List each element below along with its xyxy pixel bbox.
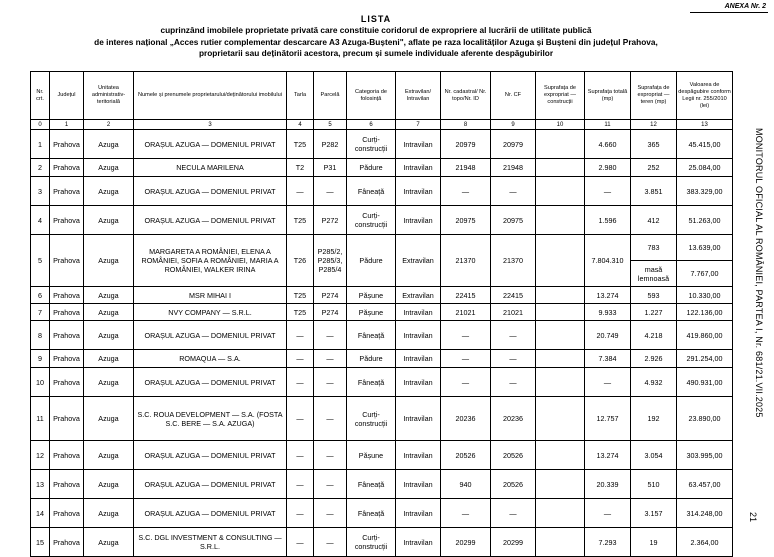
cell-parcela: P274	[314, 304, 347, 321]
cell-teren: 412	[631, 206, 677, 235]
column-header: Categoria de folosință	[347, 72, 396, 120]
cell-cad: 20979	[441, 130, 491, 159]
cell-uat: Azuga	[84, 470, 134, 499]
cell-owner: S.C. DGL INVESTMENT & CONSULTING — S.R.L.	[134, 528, 287, 557]
cell-categorie: Curți-construcții	[347, 206, 396, 235]
cell-uat: Azuga	[84, 499, 134, 528]
cell-judet: Prahova	[50, 130, 84, 159]
cell-teren: 593	[631, 287, 677, 304]
cell-valoare: 419.860,00	[677, 321, 733, 350]
cell-cad: —	[441, 321, 491, 350]
cell-categorie: Pășune	[347, 287, 396, 304]
cell-owner: S.C. ROUA DEVELOPMENT — S.A. (FOSTA S.C. BERE — S.A. AZUGA)	[134, 397, 287, 441]
column-header: Suprafața de expropriat — construcții	[536, 72, 585, 120]
cell-teren: 3.157	[631, 499, 677, 528]
table-row	[31, 159, 733, 177]
column-header: Nr. cadastral/ Nr. topo/Nr. ID	[441, 72, 491, 120]
cell-total: 13.274	[585, 441, 631, 470]
title-line-1: cuprinzând imobilele proprietate privată care constituie coridorul de expropriere al lucrării de utilitate publică	[160, 25, 592, 35]
cell-cf: —	[491, 368, 536, 397]
cell-nr: 2	[31, 159, 50, 177]
cell-teren: 365	[631, 130, 677, 159]
cell-uat: Azuga	[84, 287, 134, 304]
cell-cad: —	[441, 177, 491, 206]
table-row	[31, 470, 733, 499]
column-number: 13	[677, 120, 733, 130]
column-header: Numele și prenumele proprietarului/deținătorului imobilului	[134, 72, 287, 120]
cell-extra: Intravilan	[396, 159, 441, 177]
cell-valoare: 10.330,00	[677, 287, 733, 304]
cell-parcela: P272	[314, 206, 347, 235]
column-header: Extravilan/ Intravilan	[396, 72, 441, 120]
table-header-row	[31, 72, 733, 120]
column-number: 10	[536, 120, 585, 130]
expropriation-table	[30, 71, 733, 557]
cell-parcela: P31	[314, 159, 347, 177]
cell-teren: 510	[631, 470, 677, 499]
cell-uat: Azuga	[84, 441, 134, 470]
cell-constr	[536, 368, 585, 397]
cell-teren: 252	[631, 159, 677, 177]
column-number: 0	[31, 120, 50, 130]
cell-cf: —	[491, 321, 536, 350]
cell-teren: 3.054	[631, 441, 677, 470]
cell-uat: Azuga	[84, 159, 134, 177]
cell-total: 20.339	[585, 470, 631, 499]
cell-teren: 192	[631, 397, 677, 441]
cell-owner: ORAȘUL AZUGA — DOMENIUL PRIVAT	[134, 177, 287, 206]
cell-uat: Azuga	[84, 368, 134, 397]
cell-cf: —	[491, 499, 536, 528]
cell-parcela: —	[314, 350, 347, 368]
cell-valoare: 2.364,00	[677, 528, 733, 557]
cell-judet: Prahova	[50, 159, 84, 177]
annex-label: ANEXA Nr. 2	[724, 3, 766, 10]
column-header: Unitatea administrativ-teritorială	[84, 72, 134, 120]
cell-valoare: 490.931,00	[677, 368, 733, 397]
cell-nr: 8	[31, 321, 50, 350]
table-row	[31, 130, 733, 159]
cell-owner: ORAȘUL AZUGA — DOMENIUL PRIVAT	[134, 321, 287, 350]
column-number: 11	[585, 120, 631, 130]
cell-constr	[536, 206, 585, 235]
table-row	[31, 321, 733, 350]
cell-categorie: Curți-construcții	[347, 130, 396, 159]
cell-owner: ORAȘUL AZUGA — DOMENIUL PRIVAT	[134, 368, 287, 397]
table-row	[31, 304, 733, 321]
cell-extra: Extravilan	[396, 235, 441, 287]
cell-extra: Intravilan	[396, 441, 441, 470]
cell-cf: 20299	[491, 528, 536, 557]
cell-tarla: T25	[287, 304, 314, 321]
cell-extra: Intravilan	[396, 499, 441, 528]
cell-constr	[536, 235, 585, 287]
cell-categorie: Fâneață	[347, 177, 396, 206]
cell-extra: Intravilan	[396, 470, 441, 499]
cell-teren: 1.227	[631, 304, 677, 321]
cell-extra: Intravilan	[396, 397, 441, 441]
cell-judet: Prahova	[50, 177, 84, 206]
cell-parcela: —	[314, 397, 347, 441]
cell-cf: 20236	[491, 397, 536, 441]
cell-teren: 783	[631, 235, 677, 261]
cell-extra: Intravilan	[396, 368, 441, 397]
cell-total: 13.274	[585, 287, 631, 304]
cell-owner: ORAȘUL AZUGA — DOMENIUL PRIVAT	[134, 130, 287, 159]
title-line-3: proprietarii sau deținătorii acestora, precum și sumele individuale aferente despăgubirilor	[198, 48, 554, 58]
cell-tarla: —	[287, 499, 314, 528]
table-row	[31, 235, 733, 261]
column-number: 1	[50, 120, 84, 130]
cell-cf: 22415	[491, 287, 536, 304]
table-body	[31, 130, 733, 557]
cell-tarla: —	[287, 368, 314, 397]
cell-teren: 4.932	[631, 368, 677, 397]
cell-valoare: 23.890,00	[677, 397, 733, 441]
column-number: 8	[441, 120, 491, 130]
column-number: 2	[84, 120, 134, 130]
cell-judet: Prahova	[50, 350, 84, 368]
cell-nr: 4	[31, 206, 50, 235]
column-header: Suprafața totală (mp)	[585, 72, 631, 120]
cell-constr	[536, 159, 585, 177]
cell-nr: 14	[31, 499, 50, 528]
title-lista: LISTA	[360, 14, 392, 24]
cell-constr	[536, 177, 585, 206]
column-header: Nr. CF	[491, 72, 536, 120]
cell-tarla: T25	[287, 130, 314, 159]
cell-owner: NECULA MARILENA	[134, 159, 287, 177]
cell-tarla: —	[287, 321, 314, 350]
cell-valoare: 122.136,00	[677, 304, 733, 321]
column-header: Tarla	[287, 72, 314, 120]
cell-categorie: Fâneață	[347, 470, 396, 499]
cell-uat: Azuga	[84, 206, 134, 235]
cell-extra: Intravilan	[396, 177, 441, 206]
table-row	[31, 441, 733, 470]
column-number: 9	[491, 120, 536, 130]
cell-categorie: Pădure	[347, 235, 396, 287]
cell-uat: Azuga	[84, 321, 134, 350]
cell-categorie: Fâneață	[347, 321, 396, 350]
column-number: 12	[631, 120, 677, 130]
cell-cf: 20979	[491, 130, 536, 159]
cell-categorie: Curți-construcții	[347, 397, 396, 441]
cell-cad: 22415	[441, 287, 491, 304]
cell-categorie: Pădure	[347, 350, 396, 368]
cell-categorie: Pășune	[347, 441, 396, 470]
cell-total: 4.660	[585, 130, 631, 159]
cell-categorie: Fâneață	[347, 499, 396, 528]
cell-nr: 12	[31, 441, 50, 470]
cell-cad: 21948	[441, 159, 491, 177]
cell-uat: Azuga	[84, 235, 134, 287]
cell-owner: ORAȘUL AZUGA — DOMENIUL PRIVAT	[134, 441, 287, 470]
cell-total: —	[585, 499, 631, 528]
cell-cad: —	[441, 368, 491, 397]
cell-valoare: 314.248,00	[677, 499, 733, 528]
cell-constr	[536, 350, 585, 368]
cell-extra: Intravilan	[396, 206, 441, 235]
cell-valoare: 13.639,00	[677, 235, 733, 261]
table-row	[31, 368, 733, 397]
cell-parcela: P282	[314, 130, 347, 159]
cell-owner: MSR MIHAI I	[134, 287, 287, 304]
cell-teren: 19	[631, 528, 677, 557]
cell-parcela: —	[314, 368, 347, 397]
cell-total: 12.757	[585, 397, 631, 441]
cell-parcela: —	[314, 441, 347, 470]
table-row	[31, 177, 733, 206]
cell-nr: 10	[31, 368, 50, 397]
cell-judet: Prahova	[50, 470, 84, 499]
cell-valoare: 303.995,00	[677, 441, 733, 470]
table-column-number-row	[31, 120, 733, 130]
column-header: Parcelă	[314, 72, 347, 120]
column-number: 3	[134, 120, 287, 130]
cell-constr	[536, 130, 585, 159]
cell-constr	[536, 441, 585, 470]
cell-extra: Extravilan	[396, 287, 441, 304]
cell-cf: 20975	[491, 206, 536, 235]
cell-parcela: —	[314, 321, 347, 350]
cell-uat: Azuga	[84, 397, 134, 441]
cell-uat: Azuga	[84, 528, 134, 557]
title-line-2: de interes național „Acces rutier complementar descarcare A3 Azuga-Bușteni", aflate pe raza localităților Azuga și Bușteni din județul Prahova,	[94, 36, 658, 47]
cell-teren2: masă lemnoasă	[631, 261, 677, 287]
table-row	[31, 397, 733, 441]
cell-tarla: —	[287, 350, 314, 368]
cell-total: 7.804.310	[585, 235, 631, 287]
annex-underline	[690, 12, 768, 13]
cell-constr	[536, 528, 585, 557]
cell-total: 9.933	[585, 304, 631, 321]
cell-owner: ORAȘUL AZUGA — DOMENIUL PRIVAT	[134, 206, 287, 235]
cell-total: 20.749	[585, 321, 631, 350]
cell-tarla: —	[287, 441, 314, 470]
cell-owner: ROMAQUA — S.A.	[134, 350, 287, 368]
column-header: Nr. crt.	[31, 72, 50, 120]
cell-tarla: T26	[287, 235, 314, 287]
cell-extra: Intravilan	[396, 528, 441, 557]
cell-categorie: Fâneață	[347, 368, 396, 397]
page-number: 21	[748, 511, 759, 523]
cell-judet: Prahova	[50, 235, 84, 287]
table-row	[31, 499, 733, 528]
cell-parcela: —	[314, 177, 347, 206]
column-number: 7	[396, 120, 441, 130]
cell-owner: ORAȘUL AZUGA — DOMENIUL PRIVAT	[134, 499, 287, 528]
cell-cf: 21021	[491, 304, 536, 321]
cell-tarla: T25	[287, 206, 314, 235]
cell-total: 2.980	[585, 159, 631, 177]
cell-tarla: —	[287, 528, 314, 557]
cell-categorie: Pășune	[347, 304, 396, 321]
cell-tarla: —	[287, 397, 314, 441]
cell-tarla: T25	[287, 287, 314, 304]
cell-valoare: 45.415,00	[677, 130, 733, 159]
cell-cf: 21370	[491, 235, 536, 287]
column-header: Suprafața de expropriat — teren (mp)	[631, 72, 677, 120]
cell-constr	[536, 470, 585, 499]
cell-extra: Intravilan	[396, 350, 441, 368]
column-number: 4	[287, 120, 314, 130]
column-number: 6	[347, 120, 396, 130]
cell-teren: 2.926	[631, 350, 677, 368]
cell-parcela: —	[314, 528, 347, 557]
cell-uat: Azuga	[84, 130, 134, 159]
cell-uat: Azuga	[84, 350, 134, 368]
cell-cad: 20236	[441, 397, 491, 441]
cell-cad: 20299	[441, 528, 491, 557]
cell-total: —	[585, 177, 631, 206]
cell-tarla: T2	[287, 159, 314, 177]
cell-judet: Prahova	[50, 499, 84, 528]
cell-cad: 21370	[441, 235, 491, 287]
cell-nr: 6	[31, 287, 50, 304]
column-header: Valoarea de despăgubire conform Legii nr. 255/2010 (lei)	[677, 72, 733, 120]
cell-owner: ORAȘUL AZUGA — DOMENIUL PRIVAT	[134, 470, 287, 499]
cell-categorie: Pădure	[347, 159, 396, 177]
cell-constr	[536, 304, 585, 321]
cell-categorie: Curți-construcții	[347, 528, 396, 557]
cell-judet: Prahova	[50, 287, 84, 304]
cell-cf: —	[491, 350, 536, 368]
cell-constr	[536, 287, 585, 304]
cell-nr: 1	[31, 130, 50, 159]
cell-cad: —	[441, 499, 491, 528]
cell-nr: 13	[31, 470, 50, 499]
cell-cad: 20975	[441, 206, 491, 235]
table-row	[31, 287, 733, 304]
cell-uat: Azuga	[84, 304, 134, 321]
cell-owner: NVY COMPANY — S.R.L.	[134, 304, 287, 321]
cell-cad: 20526	[441, 441, 491, 470]
cell-parcela: P274	[314, 287, 347, 304]
cell-judet: Prahova	[50, 321, 84, 350]
cell-extra: Intravilan	[396, 321, 441, 350]
table-row	[31, 206, 733, 235]
cell-judet: Prahova	[50, 304, 84, 321]
cell-valoare: 291.254,00	[677, 350, 733, 368]
cell-judet: Prahova	[50, 528, 84, 557]
cell-valoare: 51.263,00	[677, 206, 733, 235]
cell-nr: 3	[31, 177, 50, 206]
cell-extra: Intravilan	[396, 304, 441, 321]
cell-constr	[536, 321, 585, 350]
cell-tarla: —	[287, 177, 314, 206]
cell-uat: Azuga	[84, 177, 134, 206]
table-row	[31, 350, 733, 368]
cell-judet: Prahova	[50, 441, 84, 470]
cell-extra: Intravilan	[396, 130, 441, 159]
cell-teren: 3.851	[631, 177, 677, 206]
cell-total: —	[585, 368, 631, 397]
cell-cad: —	[441, 350, 491, 368]
cell-nr: 15	[31, 528, 50, 557]
cell-total: 7.293	[585, 528, 631, 557]
cell-cf: 20526	[491, 470, 536, 499]
table-row	[31, 528, 733, 557]
cell-tarla: —	[287, 470, 314, 499]
document-title	[20, 14, 732, 60]
cell-judet: Prahova	[50, 397, 84, 441]
cell-nr: 11	[31, 397, 50, 441]
cell-owner: MARGARETA A ROMÂNIEI, ELENA A ROMÂNIEI, SOFIA A ROMÂNIEI, MARIA A ROMÂNIEI, WALKER IRINA	[134, 235, 287, 287]
cell-cf: 21948	[491, 159, 536, 177]
cell-cf: —	[491, 177, 536, 206]
cell-nr: 7	[31, 304, 50, 321]
cell-parcela: P285/2, P285/3, P285/4	[314, 235, 347, 287]
cell-judet: Prahova	[50, 368, 84, 397]
cell-nr: 9	[31, 350, 50, 368]
cell-constr	[536, 499, 585, 528]
cell-total: 1.596	[585, 206, 631, 235]
cell-teren: 4.218	[631, 321, 677, 350]
monitorul-side-header: MONITORUL OFICIAL AL ROMÂNIEI, PARTEA I, Nr. 681/21.VII.2025	[754, 128, 764, 418]
column-header: Județul	[50, 72, 84, 120]
cell-cad: 940	[441, 470, 491, 499]
cell-cf: 20526	[491, 441, 536, 470]
cell-judet: Prahova	[50, 206, 84, 235]
cell-parcela: —	[314, 499, 347, 528]
column-number: 5	[314, 120, 347, 130]
cell-valoare: 25.084,00	[677, 159, 733, 177]
cell-total: 7.384	[585, 350, 631, 368]
cell-valoare: 63.457,00	[677, 470, 733, 499]
cell-constr	[536, 397, 585, 441]
cell-cad: 21021	[441, 304, 491, 321]
cell-nr: 5	[31, 235, 50, 287]
cell-parcela: —	[314, 470, 347, 499]
cell-valoare2: 7.767,00	[677, 261, 733, 287]
cell-valoare: 383.329,00	[677, 177, 733, 206]
